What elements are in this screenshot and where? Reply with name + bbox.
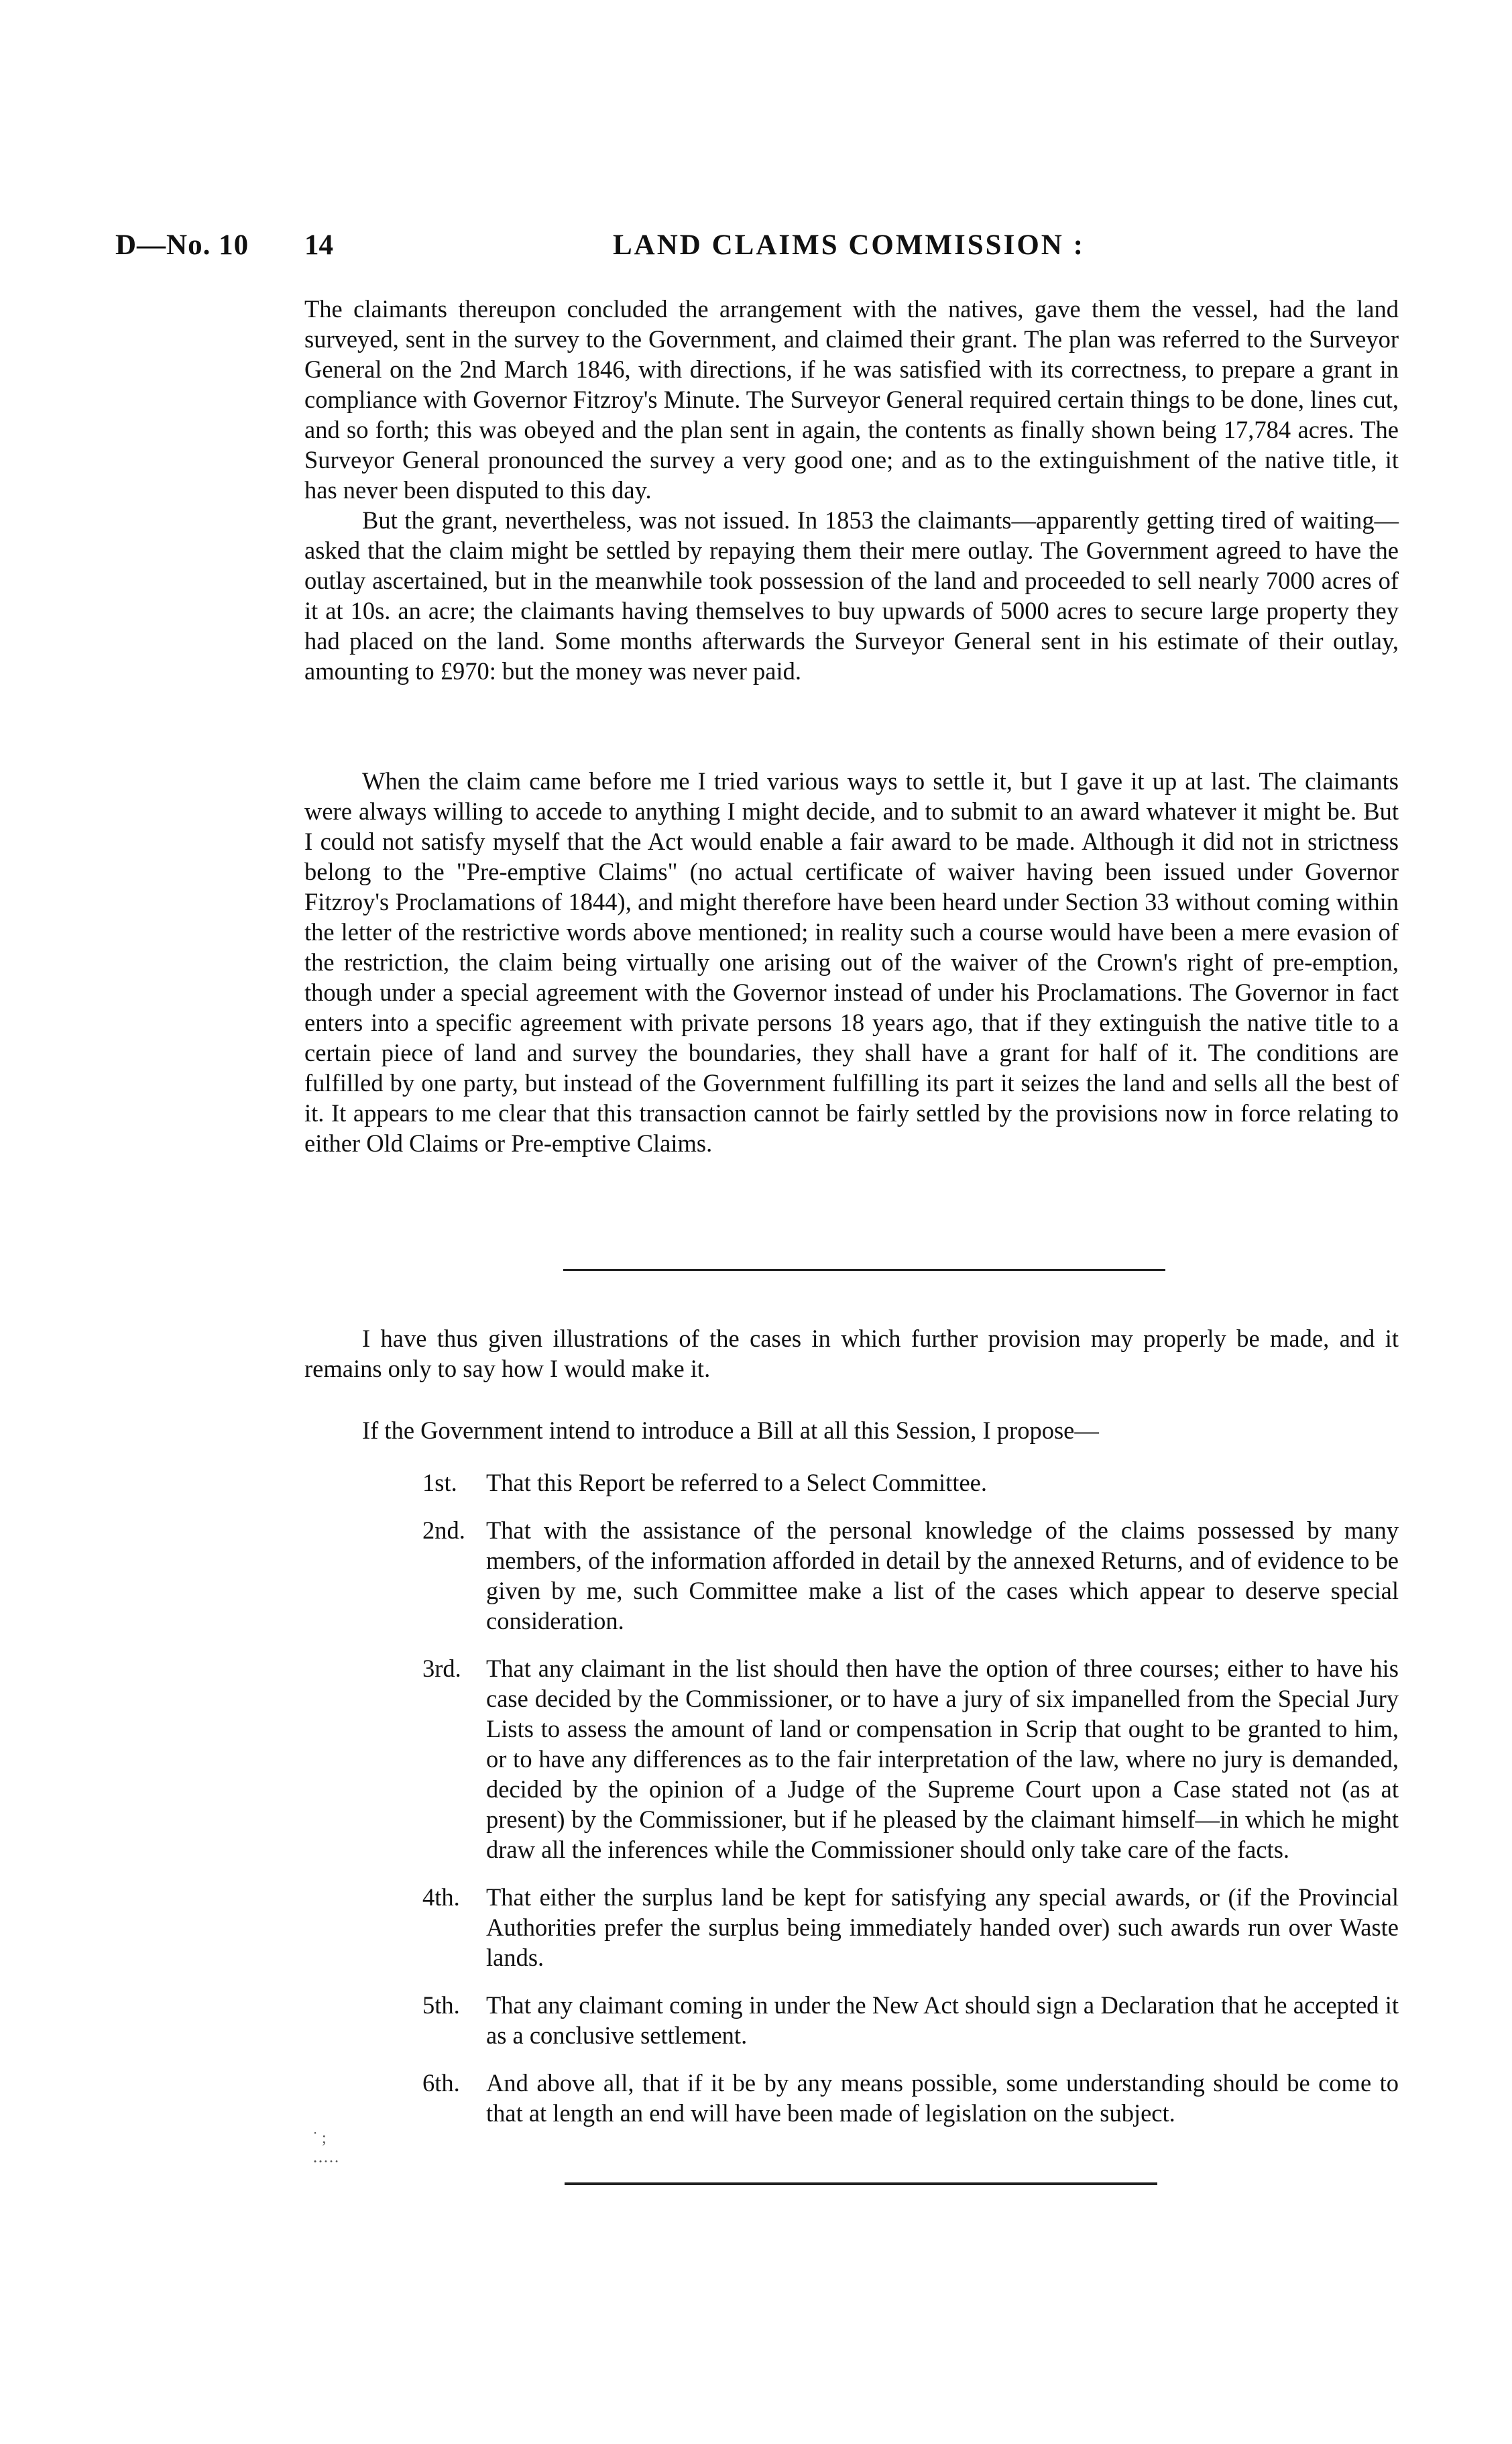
proposal-ordinal: 4th. <box>422 1883 460 1911</box>
proposal-item <box>422 1990 1399 2050</box>
proposal-item <box>422 1882 1399 1973</box>
proposal-ordinal: 3rd. <box>422 1655 461 1682</box>
paragraph-grant-not-issued: But the grant, nevertheless, was not issued. In 1853 the claimants—apparently getting tired of waiting—asked that the claim might be settled by repaying them their mere outlay. The Government agreed to have the outlay ascertained, but in the meanwhile took possession of the land and proceeded to sell nearly 7000 acres of it at 10s. an acre; the claimants having themselves to buy upwards of 5000 acres to secure large property they had placed on the land. Some months afterwards the Surveyor General sent in his estimate of their outlay, amounting to £970: but the money was never paid. <box>304 506 1399 685</box>
proposal-text: That with the assistance of the personal knowledge of the claims possessed by many members, of the information afforded in detail by the annexed Returns, and of evidence to be given by me, such Committee make a list of the cases which appear to deserve special consideration. <box>486 1516 1399 1634</box>
proposal-text: That any claimant in the list should then have the option of three courses; either to have his case decided by the Commissioner, or to have a jury of six impanelled from the Special Jury Lists to assess the amount of land or compensation in Scrip that ought to be granted to him, or to have any differences as to the fair interpretation of the law, where no jury is demanded, decided by the opinion of a Judge of the Supreme Court upon a Case stated not (as at present) by the Commissioner, but if he pleased by the claimant himself—in which he might draw all the inferences while the Commissioner should only take care of the facts. <box>486 1655 1399 1863</box>
proposal-ordinal: 1st. <box>422 1469 457 1496</box>
proposal-item <box>422 1467 1399 1498</box>
proposal-item <box>422 2068 1399 2128</box>
proposal-ordinal: 6th. <box>422 2069 460 2097</box>
page-header <box>115 225 1389 266</box>
body-section-3 <box>304 1323 1399 1384</box>
document-reference: D—No. 10 <box>115 229 249 261</box>
page-number: 14 <box>304 229 333 261</box>
paragraph-illustrations: I have thus given illustrations of the cases in which further provision may properly be made, and it remains only to say how I would make it. <box>304 1325 1399 1382</box>
proposal-ordinal: 5th. <box>422 1991 460 2019</box>
paragraph-claim-before-commissioner: When the claim came before me I tried various ways to settle it, but I gave it up at last. The claimants were always willing to accede to anything I might decide, and to submit to an award whatever it might be. But I could not satisfy myself that the Act would enable a fair award to be made. Although it did not in strictness belong to the "Pre-emptive Claims" (no actual certificate of waiver having been issued under Governor Fitzroy's Proclamations of 1844), and might therefore have been heard under Section 33 without coming within the letter of the restrictive words above mentioned; in reality such a course would have been a mere evasion of the restriction, the claim being virtually one arising out of the waiver of the Crown's right of pre-emption, though under a special agreement with the Governor instead of under his Proclamations. The Governor in fact enters into a specific agreement with private persons 18 years ago, that if they extinguish the native title to a certain piece of land and survey the boundaries, they shall have a grant for half of it. The conditions are fulfilled by one party, but instead of the Government fulfilling its part it seizes the land and sells all the best of it. It appears to me clear that this transaction cannot be fairly settled by the provisions now in force relating to either Old Claims or Pre-emptive Claims. <box>304 767 1399 1157</box>
paragraph-propose: If the Government intend to introduce a Bill at all this Session, I propose— <box>362 1417 1099 1444</box>
body-section-2 <box>304 766 1399 1158</box>
end-divider <box>565 2182 1157 2185</box>
body-section-4 <box>304 1415 1399 1445</box>
proposal-text: That any claimant coming in under the New Act should sign a Declaration that he accepted it as a conclusive settlement. <box>486 1991 1399 2049</box>
running-title: LAND CLAIMS COMMISSION : <box>613 229 1085 261</box>
proposal-text: That either the surplus land be kept for satisfying any special awards, or (if the Provincial Authorities prefer the surplus being immediately handed over) such awards run over Waste lands. <box>486 1883 1399 1971</box>
proposal-item <box>422 1653 1399 1865</box>
proposals-list <box>422 1467 1399 2146</box>
section-divider <box>563 1269 1165 1271</box>
proposal-text: And above all, that if it be by any means possible, some understanding should be come to that at length an end will have been made of legislation on the subject. <box>486 2069 1399 2127</box>
proposal-text: That this Report be referred to a Select Committee. <box>486 1469 987 1496</box>
body-section-1 <box>304 294 1399 686</box>
proposal-ordinal: 2nd. <box>422 1516 465 1544</box>
paragraph-survey: The claimants thereupon concluded the arrangement with the natives, gave them the vessel, had the land surveyed, sent in the survey to the Government, and claimed their grant. The plan was referred to the Surveyor General on the 2nd March 1846, with directions, if he was satisfied with its correctness, to prepare a grant in compliance with Governor Fitzroy's Minute. The Surveyor General required certain things to be done, lines cut, and so forth; this was obeyed and the plan sent in again, the contents as finally shown being 17,784 acres. The Surveyor General pronounced the survey a very good one; and as to the extinguishment of the native title, it has never been disputed to this day. <box>304 295 1399 504</box>
proposal-item <box>422 1515 1399 1636</box>
print-specks: ˙ ; ‥… <box>312 2129 340 2166</box>
